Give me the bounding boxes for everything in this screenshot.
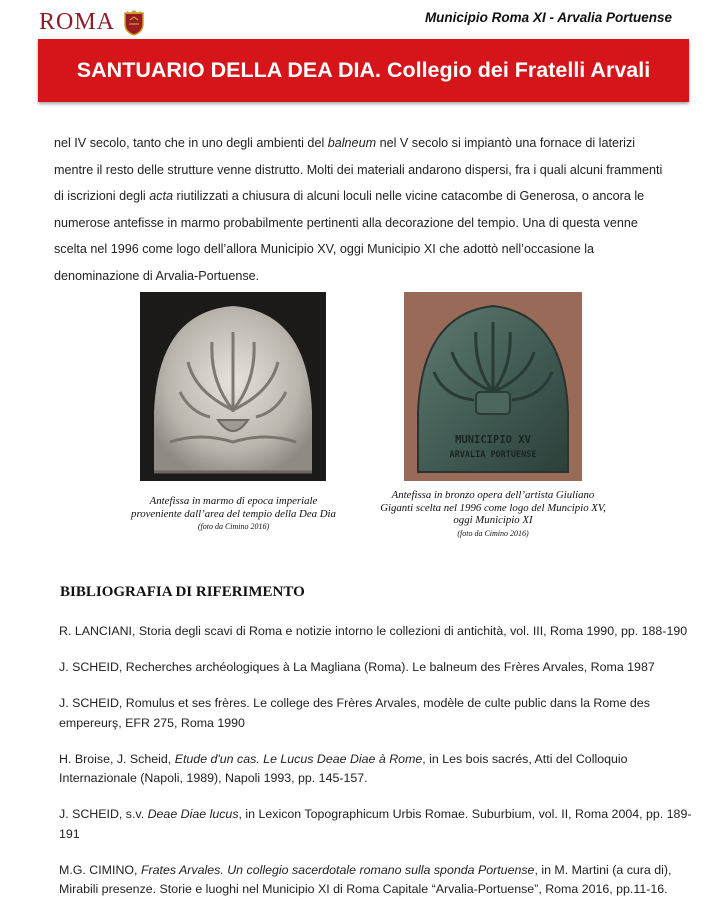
logo-text: ROMA xyxy=(39,9,116,35)
municipio-label: Municipio Roma XI - Arvalia Portuense xyxy=(424,10,672,25)
body-text-1: nel IV secolo, tanto che in uno degli ambienti del xyxy=(54,136,325,150)
plaque-line-2: ARVALIA PORTUENSE xyxy=(449,450,537,460)
bib-entry-5-title: Deae Diae lucus xyxy=(147,807,239,821)
bib-entry-6-author: M.G. CIMINO, xyxy=(59,862,138,877)
bib-entry-5 xyxy=(59,805,699,844)
body-text-3: riutilizzati a chiusura di alcuni loculi nelle vicine catacombe di Generosa, o ancora le numerose antefisse in marmo probabilmente pertinenti alla decorazione del tempio. Una di questa venne scelta nel 1996 come logo dell’allora Municipio XV, oggi Municipio XI che adottò nell’occasione la denominazione di Arvalia-Portuense. xyxy=(54,189,645,283)
bib-entry-5-author: J. SCHEID, s.v. xyxy=(59,807,145,821)
bib-entry-4-title: Etude d'un cas. Le Lucus Deae Diae à Rome xyxy=(174,751,423,766)
crest-icon xyxy=(123,10,145,36)
body-paragraph xyxy=(54,130,674,289)
bib-entry-2: J. SCHEID, Recherches archéologiques à La Magliana (Roma). Le balneum des Frères Arvales, Roma 1987 xyxy=(59,660,655,674)
figure-2-caption xyxy=(378,489,608,540)
marble-antefix-image xyxy=(140,292,326,481)
bib-entry-3: J. SCHEID, Romulus et ses frères. Le college des Frères Arvales, modèle de culte public dans la Rome des empereurş, EFR 275, Roma 1990 xyxy=(59,696,650,730)
figure-1-caption-text: Antefissa in marmo di epoca imperiale proveniente dall’area del tempio della Dea Dia xyxy=(131,495,336,520)
bib-entry-4-author: H. Broise, J. Scheid, xyxy=(59,751,172,766)
bib-entry-6-rest: , in M. Martini (a cura di), Mirabili presenze. Storie e luoghi nel Municipio XI di Roma Capitale “Arvalia-Portuense”, Roma 2016, pp.11-16. xyxy=(59,862,672,896)
bib-entry-1: R. LANCIANI, Storia degli scavi di Roma e notizie intorno le collezioni di antichità, vol. III, Roma 1990, pp. 188-190 xyxy=(59,624,688,638)
body-italic-2: acta xyxy=(149,189,174,203)
figure-bronze-antefix xyxy=(404,292,582,481)
bronze-antefix-image xyxy=(404,292,582,481)
body-italic-1: balneum xyxy=(327,136,377,150)
roma-logo xyxy=(39,9,145,36)
figure-2-caption-text: Antefissa in bronzo opera dell’artista Giuliano Giganti scelta nel 1996 come logo del Muncipio XV, oggi Municipio XI xyxy=(380,489,606,526)
bib-entry-6 xyxy=(59,861,699,900)
figure-1-credit: (foto da Cimino 2016) xyxy=(197,522,270,531)
figure-marble-antefix xyxy=(140,292,326,481)
figure-2-credit: (foto da Cimino 2016) xyxy=(457,528,529,538)
bib-entry-4-rest: , in Les bois sacrés, Atti del Colloquio Internazionale (Napoli, 1989), Napoli 1993, pp. 145-157. xyxy=(59,751,628,785)
bib-entry-4 xyxy=(59,750,699,789)
bib-entry-5-rest: , in Lexicon Topographicum Urbis Romae. Suburbium, vol. II, Roma 2004, pp. 189-191 xyxy=(59,807,692,841)
page-title: SANTUARIO DELLA DEA DIA. Collegio dei Fratelli Arvali xyxy=(76,58,651,82)
bib-entry-6-title: Frates Arvales. Un collegio sacerdotale romano sulla sponda Portuense xyxy=(140,862,535,877)
figure-1-caption xyxy=(126,495,341,534)
plaque-line-1: MUNICIPIO XV xyxy=(455,434,531,446)
bibliography-list xyxy=(59,622,699,916)
title-banner xyxy=(38,39,689,102)
body-text-2: nel V secolo si impiantò una fornace di laterizi mentre il resto delle strutture venne distrutto. Molti dei materiali andarono dispersi, fra i quali alcuni frammenti di iscrizioni degli xyxy=(54,136,663,203)
bibliography-title: BIBLIOGRAFIA DI RIFERIMENTO xyxy=(60,584,305,600)
